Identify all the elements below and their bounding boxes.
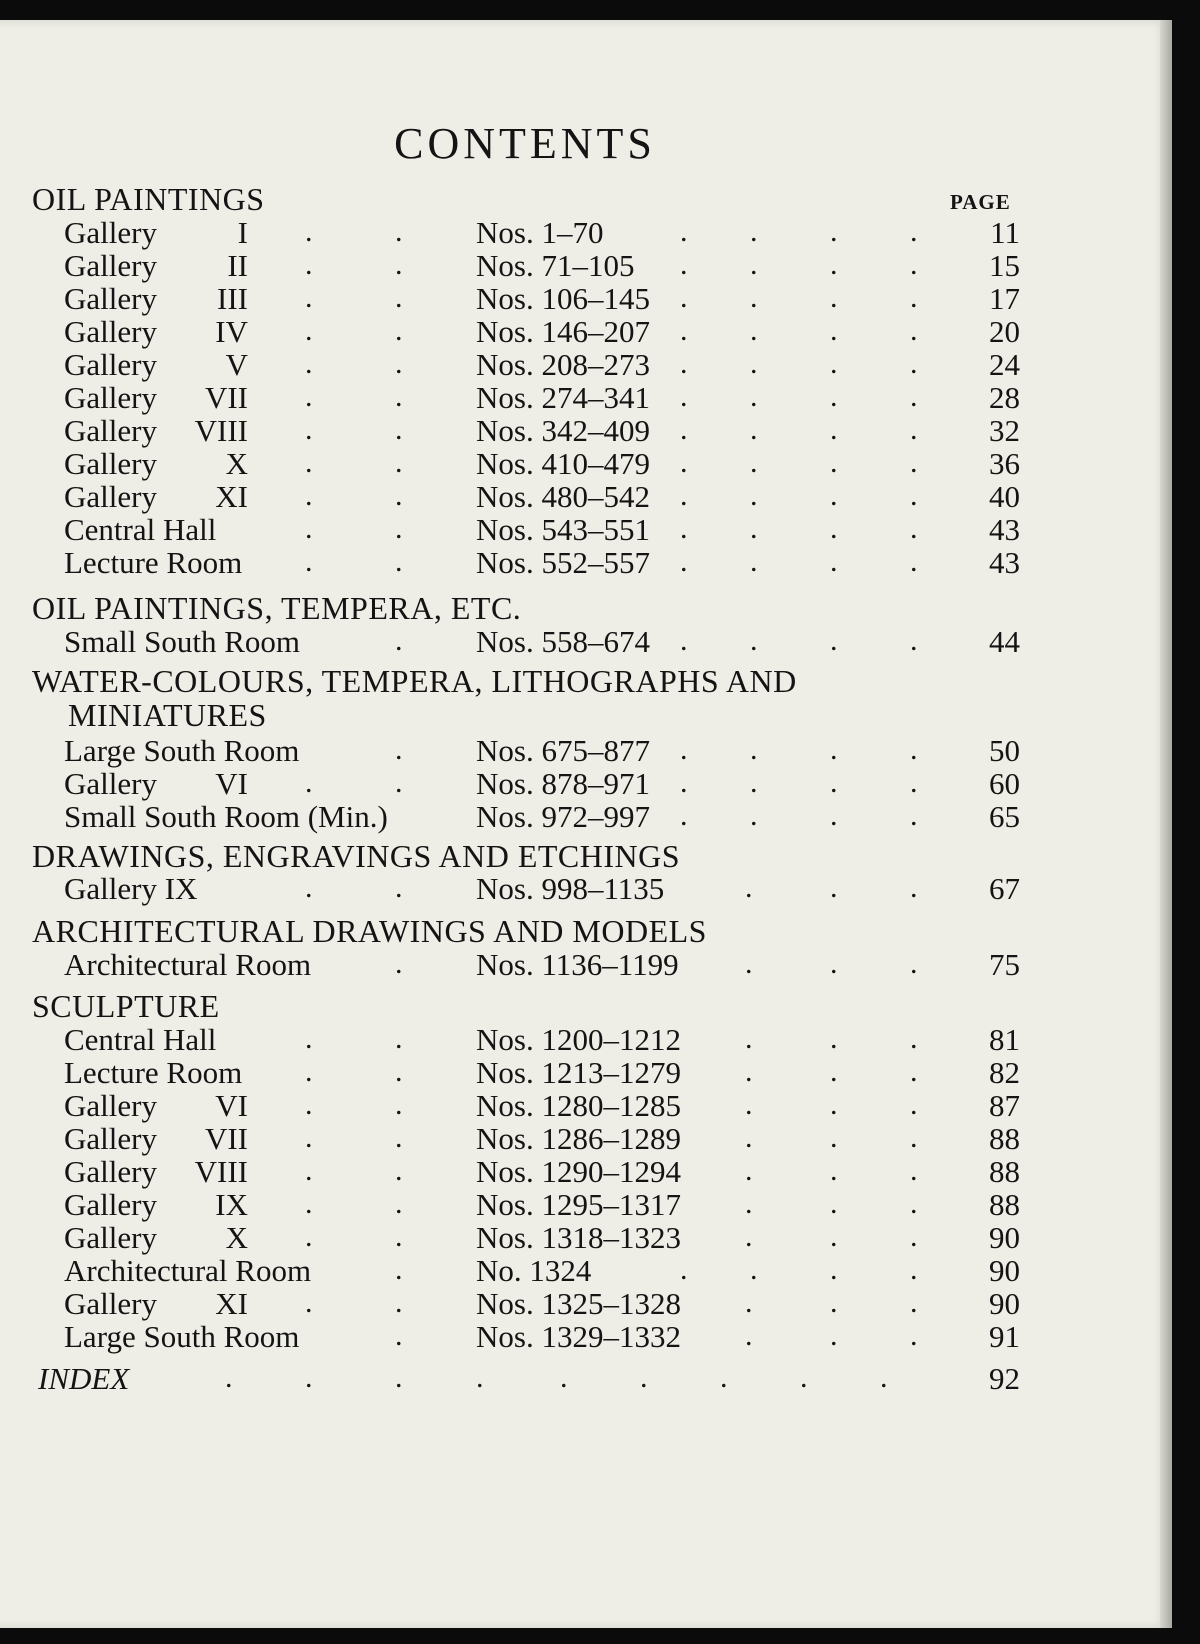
leader-dot: . xyxy=(395,314,403,347)
leader-dot: . xyxy=(640,1361,648,1394)
leader-dot: . xyxy=(745,1088,753,1121)
leader-dot: . xyxy=(830,1220,838,1253)
leader-dot: . xyxy=(830,1187,838,1220)
leader-dot: . xyxy=(680,215,688,248)
page-number: 90 xyxy=(989,1220,1020,1255)
number-range: Nos. 1325–1328 xyxy=(476,1286,681,1321)
leader-dot: . xyxy=(830,413,838,446)
room-name: Gallery xyxy=(64,314,157,349)
page-number: 43 xyxy=(989,512,1020,547)
leader-dot: . xyxy=(910,1319,918,1352)
leader-dot: . xyxy=(680,733,688,766)
leader-dot: . xyxy=(910,1154,918,1187)
leader-dot: . xyxy=(830,871,838,904)
leader-dot: . xyxy=(305,446,313,479)
section-heading: OIL PAINTINGS, TEMPERA, ETC. xyxy=(32,590,522,626)
leader-dot: . xyxy=(910,413,918,446)
page-number: 17 xyxy=(989,281,1020,316)
leader-dot: . xyxy=(395,1319,403,1352)
room-name: Gallery xyxy=(64,380,157,415)
section-heading: WATER-COLOURS, TEMPERA, LITHOGRAPHS AND xyxy=(32,663,797,699)
leader-dot: . xyxy=(910,1121,918,1154)
page-number: 60 xyxy=(989,766,1020,801)
leader-dot: . xyxy=(395,1361,403,1394)
page-number: 90 xyxy=(989,1286,1020,1321)
page-edge xyxy=(1160,20,1172,1628)
page-number: 88 xyxy=(989,1187,1020,1222)
leader-dot: . xyxy=(830,215,838,248)
number-range: Nos. 1290–1294 xyxy=(476,1154,681,1189)
leader-dot: . xyxy=(745,1220,753,1253)
leader-dot: . xyxy=(750,545,758,578)
leader-dot: . xyxy=(830,1253,838,1286)
leader-dot: . xyxy=(680,799,688,832)
index-label: INDEX xyxy=(38,1361,130,1396)
leader-dot: . xyxy=(750,624,758,657)
leader-dot: . xyxy=(305,1154,313,1187)
leader-dot: . xyxy=(395,281,403,314)
number-range: Nos. 1286–1289 xyxy=(476,1121,681,1156)
page-number: 81 xyxy=(989,1022,1020,1057)
leader-dot: . xyxy=(680,446,688,479)
leader-dot: . xyxy=(395,733,403,766)
leader-dot: . xyxy=(910,347,918,380)
leader-dot: . xyxy=(395,1253,403,1286)
leader-dot: . xyxy=(476,1361,484,1394)
number-range: Nos. 71–105 xyxy=(476,248,635,283)
leader-dot: . xyxy=(680,413,688,446)
leader-dot: . xyxy=(745,1154,753,1187)
leader-dot: . xyxy=(830,1055,838,1088)
leader-dot: . xyxy=(910,871,918,904)
leader-dot: . xyxy=(395,624,403,657)
leader-dot: . xyxy=(910,1220,918,1253)
leader-dot: . xyxy=(830,479,838,512)
leader-dot: . xyxy=(910,766,918,799)
leader-dot: . xyxy=(560,1361,568,1394)
number-range: Nos. 1318–1323 xyxy=(476,1220,681,1255)
leader-dot: . xyxy=(750,446,758,479)
page-number: 15 xyxy=(989,248,1020,283)
number-range: Nos. 146–207 xyxy=(476,314,650,349)
leader-dot: . xyxy=(305,479,313,512)
leader-dot: . xyxy=(830,733,838,766)
leader-dot: . xyxy=(305,314,313,347)
leader-dot: . xyxy=(830,1286,838,1319)
leader-dot: . xyxy=(750,413,758,446)
room-name: Large South Room xyxy=(64,733,300,768)
room-name: Gallery xyxy=(64,1121,157,1156)
leader-dot: . xyxy=(305,1022,313,1055)
leader-dot: . xyxy=(680,545,688,578)
leader-dot: . xyxy=(745,1055,753,1088)
number-range: Nos. 480–542 xyxy=(476,479,650,514)
leader-dot: . xyxy=(830,314,838,347)
leader-dot: . xyxy=(305,413,313,446)
leader-dot: . xyxy=(305,512,313,545)
page-number: 36 xyxy=(989,446,1020,481)
number-range: Nos. 552–557 xyxy=(476,545,650,580)
leader-dot: . xyxy=(745,1121,753,1154)
leader-dot: . xyxy=(395,1088,403,1121)
room-name: Gallery xyxy=(64,413,157,448)
room-name: Central Hall xyxy=(64,512,217,547)
leader-dot: . xyxy=(680,347,688,380)
leader-dot: . xyxy=(750,1253,758,1286)
page-number: 67 xyxy=(989,871,1020,906)
leader-dot: . xyxy=(750,347,758,380)
gallery-numeral: IV xyxy=(215,314,248,349)
leader-dot: . xyxy=(395,1187,403,1220)
leader-dot: . xyxy=(395,871,403,904)
page-number: 32 xyxy=(989,413,1020,448)
leader-dot: . xyxy=(680,248,688,281)
leader-dot: . xyxy=(305,281,313,314)
leader-dot: . xyxy=(910,512,918,545)
page-number: 43 xyxy=(989,545,1020,580)
number-range: Nos. 972–997 xyxy=(476,799,650,834)
number-range: Nos. 1295–1317 xyxy=(476,1187,681,1222)
room-name: Gallery xyxy=(64,1220,157,1255)
leader-dot: . xyxy=(395,545,403,578)
leader-dot: . xyxy=(910,799,918,832)
leader-dot: . xyxy=(395,1286,403,1319)
number-range: No. 1324 xyxy=(476,1253,592,1288)
leader-dot: . xyxy=(750,512,758,545)
page-number: 50 xyxy=(989,733,1020,768)
leader-dot: . xyxy=(830,281,838,314)
leader-dot: . xyxy=(305,1286,313,1319)
leader-dot: . xyxy=(395,380,403,413)
room-name: Gallery xyxy=(64,347,157,382)
leader-dot: . xyxy=(395,1055,403,1088)
page-number: 75 xyxy=(989,947,1020,982)
number-range: Nos. 1329–1332 xyxy=(476,1319,681,1354)
number-range: Nos. 878–971 xyxy=(476,766,650,801)
leader-dot: . xyxy=(395,347,403,380)
gallery-numeral: XI xyxy=(215,479,248,514)
number-range: Nos. 543–551 xyxy=(476,512,650,547)
leader-dot: . xyxy=(680,512,688,545)
gallery-numeral: VII xyxy=(204,1121,248,1156)
leader-dot: . xyxy=(910,314,918,347)
leader-dot: . xyxy=(830,799,838,832)
gallery-numeral: X xyxy=(225,1220,248,1255)
leader-dot: . xyxy=(830,347,838,380)
leader-dot: . xyxy=(305,871,313,904)
page-title: CONTENTS xyxy=(394,119,656,168)
leader-dot: . xyxy=(305,380,313,413)
room-name: Gallery xyxy=(64,281,157,316)
leader-dot: . xyxy=(830,380,838,413)
number-range: Nos. 998–1135 xyxy=(476,871,665,906)
gallery-numeral: II xyxy=(227,248,248,283)
gallery-numeral: XI xyxy=(215,1286,248,1321)
section-heading: ARCHITECTURAL DRAWINGS AND MODELS xyxy=(32,913,707,949)
leader-dot: . xyxy=(395,1220,403,1253)
number-range: Nos. 1–70 xyxy=(476,215,604,250)
number-range: Nos. 106–145 xyxy=(476,281,650,316)
page-column-heading: PAGE xyxy=(950,190,1011,214)
page-number: 20 xyxy=(989,314,1020,349)
leader-dot: . xyxy=(305,1220,313,1253)
leader-dot: . xyxy=(395,1022,403,1055)
leader-dot: . xyxy=(830,545,838,578)
leader-dot: . xyxy=(305,1187,313,1220)
room-name: Gallery xyxy=(64,248,157,283)
leader-dot: . xyxy=(750,380,758,413)
leader-dot: . xyxy=(910,624,918,657)
leader-dot: . xyxy=(745,871,753,904)
number-range: Nos. 342–409 xyxy=(476,413,650,448)
leader-dot: . xyxy=(910,1187,918,1220)
leader-dot: . xyxy=(910,281,918,314)
room-name: Gallery xyxy=(64,1154,157,1189)
gallery-numeral: I xyxy=(237,215,248,250)
leader-dot: . xyxy=(395,1121,403,1154)
leader-dot: . xyxy=(750,314,758,347)
leader-dot: . xyxy=(750,215,758,248)
room-name: Gallery IX xyxy=(64,871,198,906)
leader-dot: . xyxy=(830,624,838,657)
leader-dot: . xyxy=(745,947,753,980)
leader-dot: . xyxy=(305,347,313,380)
room-name: Gallery xyxy=(64,479,157,514)
leader-dot: . xyxy=(680,624,688,657)
page-number: 87 xyxy=(989,1088,1020,1123)
page-number: 11 xyxy=(990,215,1020,250)
number-range: Nos. 274–341 xyxy=(476,380,650,415)
leader-dot: . xyxy=(910,248,918,281)
leader-dot: . xyxy=(910,733,918,766)
page-number: 88 xyxy=(989,1154,1020,1189)
leader-dot: . xyxy=(305,1088,313,1121)
leader-dot: . xyxy=(720,1361,728,1394)
room-name: Lecture Room xyxy=(64,1055,243,1090)
gallery-numeral: VI xyxy=(215,1088,248,1123)
room-name: Architectural Room xyxy=(64,1253,312,1288)
leader-dot: . xyxy=(830,512,838,545)
leader-dot: . xyxy=(880,1361,888,1394)
gallery-numeral: V xyxy=(225,347,248,382)
leader-dot: . xyxy=(750,248,758,281)
gallery-numeral: III xyxy=(217,281,248,316)
leader-dot: . xyxy=(910,545,918,578)
room-name: Lecture Room xyxy=(64,545,243,580)
gallery-numeral: VIII xyxy=(194,413,248,448)
number-range: Nos. 410–479 xyxy=(476,446,650,481)
page-number: 44 xyxy=(989,624,1020,659)
leader-dot: . xyxy=(680,766,688,799)
leader-dot: . xyxy=(305,248,313,281)
number-range: Nos. 558–674 xyxy=(476,624,650,659)
leader-dot: . xyxy=(910,1022,918,1055)
leader-dot: . xyxy=(680,314,688,347)
leader-dot: . xyxy=(910,446,918,479)
leader-dot: . xyxy=(910,1088,918,1121)
leader-dot: . xyxy=(305,766,313,799)
section-heading: DRAWINGS, ENGRAVINGS AND ETCHINGS xyxy=(32,838,681,874)
leader-dot: . xyxy=(750,733,758,766)
section-heading: SCULPTURE xyxy=(32,988,220,1024)
leader-dot: . xyxy=(395,479,403,512)
room-name: Large South Room xyxy=(64,1319,300,1354)
leader-dot: . xyxy=(910,1055,918,1088)
leader-dot: . xyxy=(830,1022,838,1055)
leader-dot: . xyxy=(680,281,688,314)
leader-dot: . xyxy=(305,215,313,248)
leader-dot: . xyxy=(680,479,688,512)
room-name: Gallery xyxy=(64,766,157,801)
room-name: Central Hall xyxy=(64,1022,217,1057)
leader-dot: . xyxy=(750,281,758,314)
number-range: Nos. 675–877 xyxy=(476,733,650,768)
page-number: 82 xyxy=(989,1055,1020,1090)
leader-dot: . xyxy=(910,1286,918,1319)
gallery-numeral: VIII xyxy=(194,1154,248,1189)
leader-dot: . xyxy=(395,512,403,545)
leader-dot: . xyxy=(305,1055,313,1088)
leader-dot: . xyxy=(395,215,403,248)
leader-dot: . xyxy=(910,1253,918,1286)
room-name: Gallery xyxy=(64,1088,157,1123)
room-name: Gallery xyxy=(64,215,157,250)
leader-dot: . xyxy=(745,1187,753,1220)
leader-dot: . xyxy=(830,1319,838,1352)
section-heading-continued: MINIATURES xyxy=(68,697,267,733)
leader-dot: . xyxy=(750,799,758,832)
number-range: Nos. 1136–1199 xyxy=(476,947,679,982)
room-name: Small South Room xyxy=(64,624,300,659)
index-page-number: 92 xyxy=(989,1361,1020,1396)
leader-dot: . xyxy=(745,1319,753,1352)
leader-dot: . xyxy=(225,1361,233,1394)
page-number: 90 xyxy=(989,1253,1020,1288)
room-name: Small South Room (Min.) xyxy=(64,799,388,834)
gallery-numeral: IX xyxy=(215,1187,248,1222)
leader-dot: . xyxy=(680,1253,688,1286)
leader-dot: . xyxy=(395,446,403,479)
leader-dot: . xyxy=(745,1286,753,1319)
leader-dot: . xyxy=(910,479,918,512)
leader-dot: . xyxy=(680,380,688,413)
leader-dot: . xyxy=(830,1088,838,1121)
leader-dot: . xyxy=(305,1121,313,1154)
page-number: 65 xyxy=(989,799,1020,834)
number-range: Nos. 1200–1212 xyxy=(476,1022,681,1057)
room-name: Gallery xyxy=(64,446,157,481)
leader-dot: . xyxy=(830,766,838,799)
room-name: Architectural Room xyxy=(64,947,312,982)
leader-dot: . xyxy=(395,1154,403,1187)
leader-dot: . xyxy=(750,766,758,799)
gallery-numeral: X xyxy=(225,446,248,481)
number-range: Nos. 1280–1285 xyxy=(476,1088,681,1123)
number-range: Nos. 208–273 xyxy=(476,347,650,382)
leader-dot: . xyxy=(395,947,403,980)
leader-dot: . xyxy=(395,413,403,446)
leader-dot: . xyxy=(745,1022,753,1055)
leader-dot: . xyxy=(395,248,403,281)
leader-dot: . xyxy=(910,215,918,248)
number-range: Nos. 1213–1279 xyxy=(476,1055,681,1090)
section-heading: OIL PAINTINGS xyxy=(32,181,265,217)
gallery-numeral: VI xyxy=(215,766,248,801)
leader-dot: . xyxy=(910,380,918,413)
room-name: Gallery xyxy=(64,1286,157,1321)
page-number: 28 xyxy=(989,380,1020,415)
leader-dot: . xyxy=(830,1154,838,1187)
leader-dot: . xyxy=(305,545,313,578)
leader-dot: . xyxy=(830,947,838,980)
leader-dot: . xyxy=(800,1361,808,1394)
page-number: 88 xyxy=(989,1121,1020,1156)
leader-dot: . xyxy=(395,766,403,799)
room-name: Gallery xyxy=(64,1187,157,1222)
gallery-numeral: VII xyxy=(204,380,248,415)
page-number: 40 xyxy=(989,479,1020,514)
leader-dot: . xyxy=(830,1121,838,1154)
leader-dot: . xyxy=(910,947,918,980)
page-number: 24 xyxy=(989,347,1020,382)
leader-dot: . xyxy=(305,1361,313,1394)
leader-dot: . xyxy=(830,248,838,281)
leader-dot: . xyxy=(750,479,758,512)
page-number: 91 xyxy=(989,1319,1020,1354)
leader-dot: . xyxy=(830,446,838,479)
